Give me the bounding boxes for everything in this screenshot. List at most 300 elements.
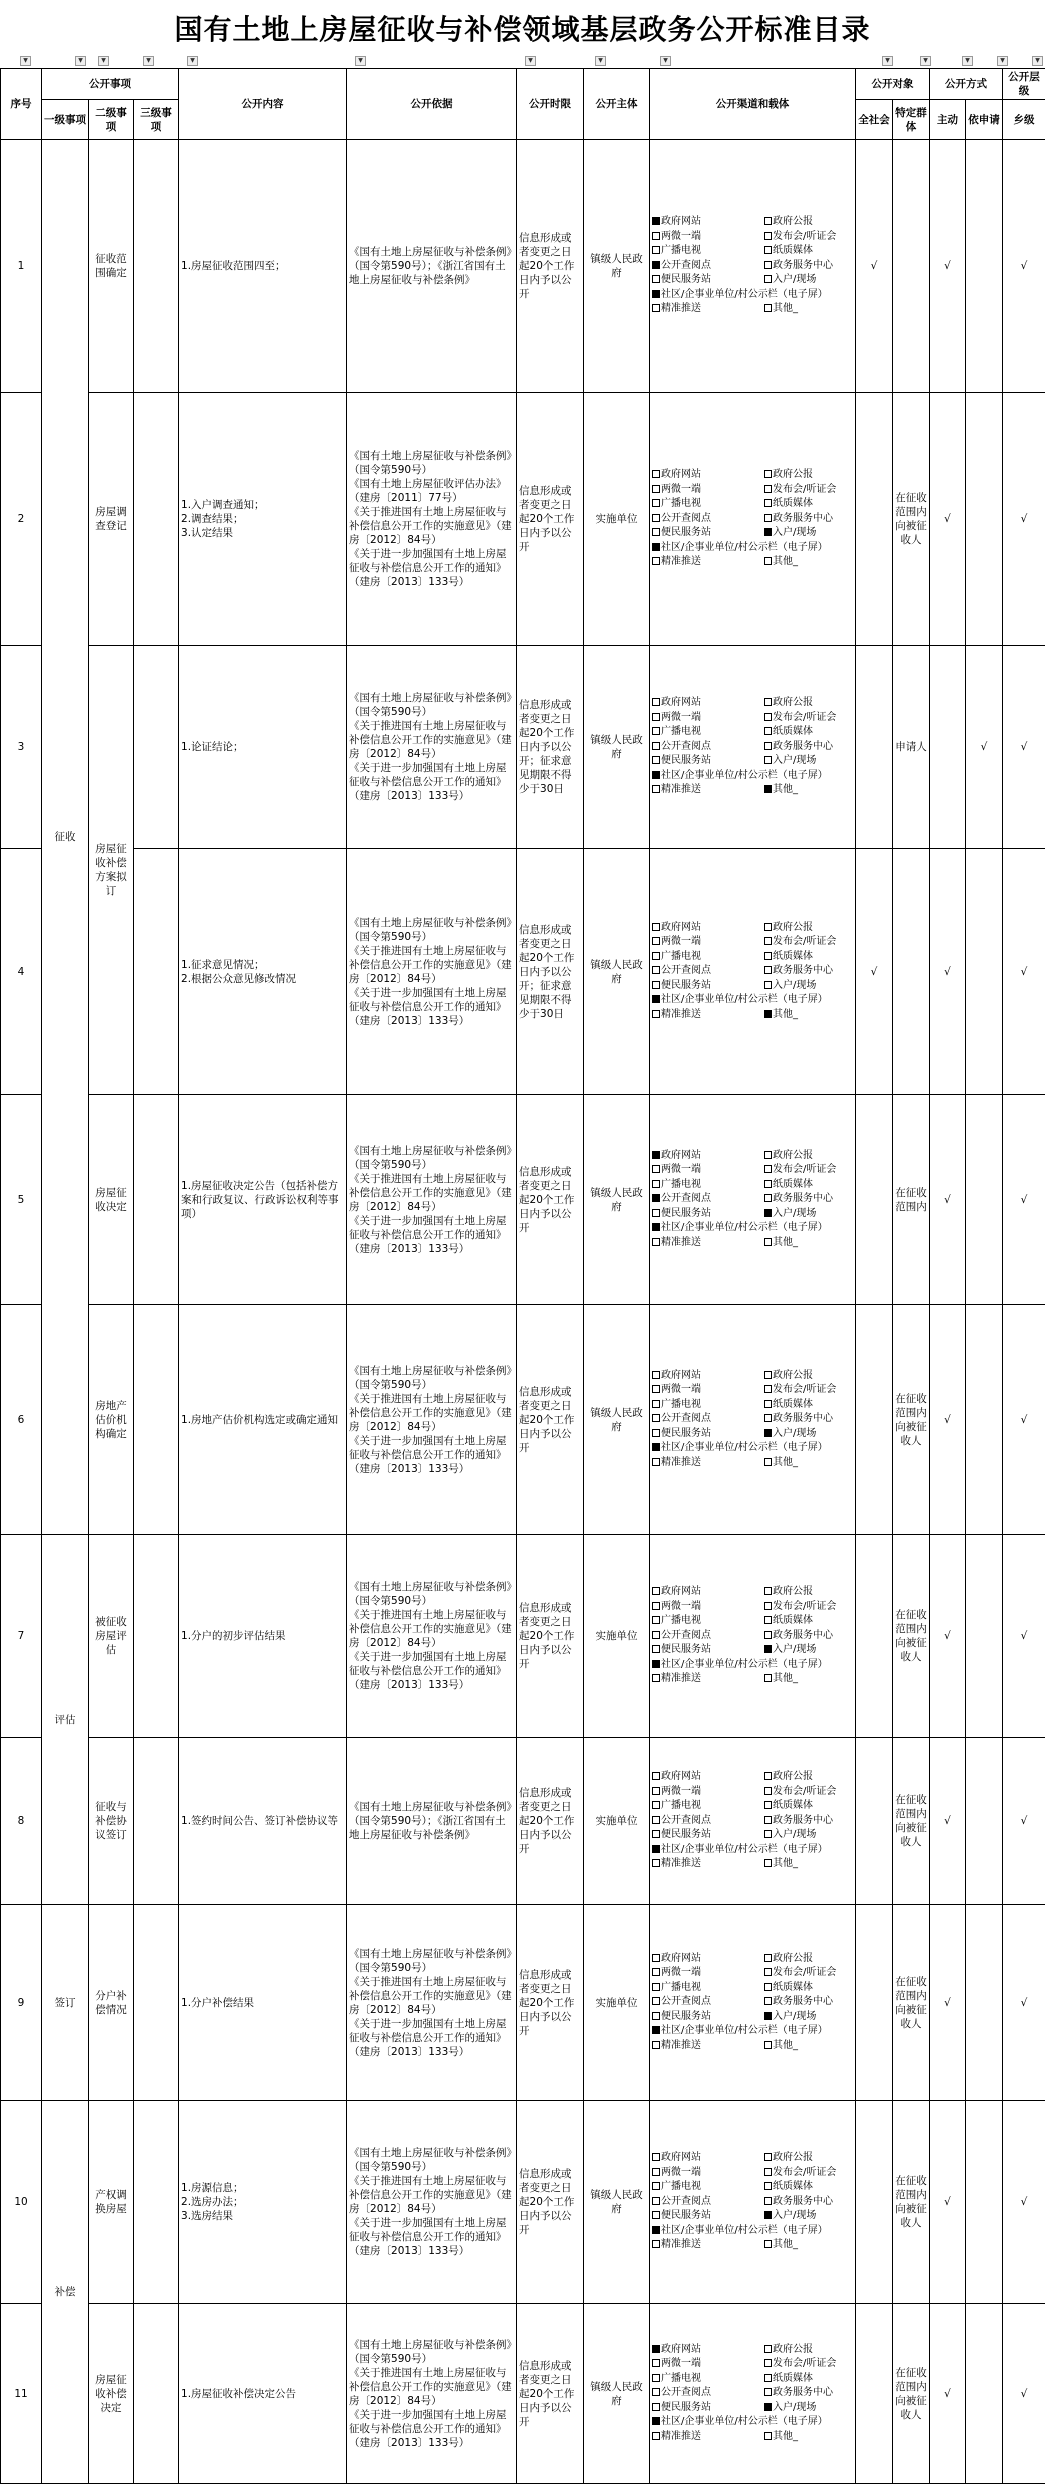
filter-dropdown-icon[interactable]: ▼ (525, 56, 536, 66)
channel-option (652, 1163, 760, 1178)
table-row (1, 1905, 1045, 2101)
channel-label: 两微一端 (661, 712, 701, 723)
unchecked-box-icon (652, 1787, 660, 1795)
channel-option (764, 1770, 853, 1785)
channel-option (652, 964, 760, 979)
table-row (1, 849, 1045, 1095)
channel-label: 广播电视 (661, 2181, 701, 2192)
unchecked-box-icon (652, 1983, 660, 1991)
channel-label: 入户/现场 (773, 1644, 816, 1655)
unchecked-box-icon (764, 937, 772, 945)
header-specific: 特定群体 (893, 100, 930, 140)
mode-on-request (966, 1738, 1003, 1905)
channel-label: 社区/企事业单位/村公示栏（电子屏） (661, 1442, 828, 1453)
channel-option (764, 1814, 853, 1829)
unchecked-box-icon (652, 1801, 660, 1809)
level-town: √ (1003, 1905, 1045, 2101)
unchecked-box-icon (652, 1010, 660, 1018)
channel-label: 政务服务中心 (773, 741, 833, 752)
channel-option (764, 468, 853, 483)
channel-label: 精准推送 (661, 2239, 701, 2250)
channel-option (764, 2195, 853, 2210)
channel-label: 政务服务中心 (773, 1815, 833, 1826)
publish-content: 1.房屋征收决定公告（包括补偿方案和行政复议、行政诉讼权利等事项） (179, 1095, 347, 1305)
channel-option (652, 468, 760, 483)
checked-box-icon (652, 1194, 660, 1202)
channel-option (652, 1585, 760, 1600)
target-whole-society (856, 2101, 893, 2304)
channel-label: 两微一端 (661, 1786, 701, 1797)
channel-label: 政府公报 (773, 1953, 813, 1964)
mode-active: √ (930, 1305, 966, 1535)
channel-label: 便民服务站 (661, 755, 711, 766)
filter-dropdown-icon[interactable]: ▼ (75, 56, 86, 66)
unchecked-box-icon (652, 246, 660, 254)
channel-label: 纸质媒体 (773, 1615, 813, 1626)
channel-option (764, 754, 853, 769)
level-town: √ (1003, 2101, 1045, 2304)
channel-option (764, 483, 853, 498)
target-specific-group (893, 140, 930, 393)
unchecked-box-icon (652, 2168, 660, 2176)
checked-box-icon (764, 2012, 772, 2020)
header-level3: 三级事项 (134, 100, 179, 140)
filter-dropdown-icon[interactable]: ▼ (997, 56, 1008, 66)
unchecked-box-icon (764, 232, 772, 240)
channel-option (652, 541, 853, 556)
channel-label: 两微一端 (661, 1601, 701, 1612)
channel-label: 政府公报 (773, 1370, 813, 1381)
filter-dropdown-icon[interactable]: ▼ (143, 56, 154, 66)
level3-matter (134, 849, 179, 1095)
channel-label: 发布会/听证会 (773, 712, 836, 723)
channel-option (652, 1192, 760, 1207)
publish-basis: 《国有土地上房屋征收与补偿条例》（国令第590号） 《关于推进国有土地上房屋征收与补偿信息公开工作的实施意见》（建房〔2012〕84号） 《关于进一步加强国有土地上房屋征收与补偿信息公开工作的通知》（建房〔2013〕133号） (347, 2101, 517, 2304)
unchecked-box-icon (652, 1371, 660, 1379)
target-specific-group (893, 849, 930, 1095)
unchecked-box-icon (652, 1385, 660, 1393)
unchecked-box-icon (764, 1414, 772, 1422)
publish-time-limit: 信息形成或者变更之日起20个工作日内予以公开；征求意见期限不得少于30日 (517, 849, 584, 1095)
channel-label: 便民服务站 (661, 980, 711, 991)
unchecked-box-icon (652, 2374, 660, 2382)
publish-basis: 《国有土地上房屋征收与补偿条例》（国令第590号）；《浙江省国有土地上房屋征收与补偿条例》 (347, 140, 517, 393)
channel-option (764, 1236, 853, 1251)
channel-label: 纸质媒体 (773, 951, 813, 962)
channel-label: 政府公报 (773, 469, 813, 480)
channel-label: 广播电视 (661, 245, 701, 256)
channel-label: 两微一端 (661, 1384, 701, 1395)
channel-label: 便民服务站 (661, 2402, 711, 2413)
channel-label: 政府网站 (661, 1953, 701, 1964)
channel-option (652, 1398, 760, 1413)
unchecked-box-icon (764, 1983, 772, 1991)
channel-option (764, 526, 853, 541)
channel-option (652, 259, 760, 274)
channel-option (764, 1192, 853, 1207)
unchecked-box-icon (764, 1602, 772, 1610)
unchecked-box-icon (652, 499, 660, 507)
channel-label: 公开查阅点 (661, 1193, 711, 1204)
level2-matter: 房屋征收补偿决定 (89, 2304, 134, 2484)
channel-label: 公开查阅点 (661, 2196, 711, 2207)
unchecked-box-icon (652, 485, 660, 493)
target-specific-group: 在征收范围内向被征收人 (893, 1535, 930, 1738)
channel-label: 社区/企事业单位/村公示栏（电子屏） (661, 289, 828, 300)
unchecked-box-icon (764, 1587, 772, 1595)
blank-underline: _ (793, 303, 798, 314)
channel-option (652, 1629, 760, 1644)
target-specific-group: 在征收范围内向被征收人 (893, 393, 930, 646)
blank-underline: _ (793, 1009, 798, 1020)
channel-option (764, 921, 853, 936)
channel-label: 其他 (773, 784, 793, 795)
filter-dropdown-icon[interactable]: ▼ (595, 56, 606, 66)
unchecked-box-icon (764, 756, 772, 764)
level1-matter: 补偿 (42, 2101, 89, 2484)
channel-option (764, 1828, 853, 1843)
level3-matter (134, 646, 179, 849)
target-whole-society (856, 1905, 893, 2101)
target-whole-society (856, 2304, 893, 2484)
level3-matter (134, 2304, 179, 2484)
channel-label: 广播电视 (661, 951, 701, 962)
filter-dropdown-icon[interactable]: ▼ (355, 56, 366, 66)
channel-label: 其他 (773, 1237, 793, 1248)
channel-option (652, 1441, 853, 1456)
blank-underline: _ (793, 1457, 798, 1468)
publish-channels (650, 1095, 856, 1305)
channel-grid (652, 696, 853, 798)
channel-label: 政府公报 (773, 1150, 813, 1161)
channel-grid (652, 1149, 853, 1251)
unchecked-box-icon (764, 1674, 772, 1682)
channel-option (764, 2039, 853, 2054)
unchecked-box-icon (764, 1997, 772, 2005)
channel-option (764, 259, 853, 274)
publish-content: 1.征求意见情况； 2.根据公众意见修改情况 (179, 849, 347, 1095)
channel-option (652, 769, 853, 784)
channel-label: 精准推送 (661, 1237, 701, 1248)
publish-content: 1.房屋征收补偿决定公告 (179, 2304, 347, 2484)
checked-box-icon (652, 1443, 660, 1451)
channel-option (764, 964, 853, 979)
filter-dropdown-icon[interactable]: ▼ (660, 56, 671, 66)
channel-label: 广播电视 (661, 1800, 701, 1811)
channel-label: 发布会/听证会 (773, 1384, 836, 1395)
unchecked-box-icon (764, 923, 772, 931)
target-whole-society: √ (856, 849, 893, 1095)
blank-underline: _ (793, 1673, 798, 1684)
channel-option (764, 230, 853, 245)
level3-matter (134, 1095, 179, 1305)
unchecked-box-icon (764, 557, 772, 565)
publish-subject: 镇级人民政府 (584, 1095, 650, 1305)
channel-option (652, 483, 760, 498)
unchecked-box-icon (652, 1209, 660, 1217)
channel-label: 入户/现场 (773, 755, 816, 766)
channel-label: 广播电视 (661, 2373, 701, 2384)
unchecked-box-icon (764, 1859, 772, 1867)
channel-option (764, 2238, 853, 2253)
channel-label: 政府公报 (773, 2344, 813, 2355)
channel-option (652, 950, 760, 965)
channel-option (652, 1369, 760, 1384)
channel-label: 发布会/听证会 (773, 936, 836, 947)
channel-option (764, 2372, 853, 2387)
channel-option (764, 783, 853, 798)
channel-label: 便民服务站 (661, 2210, 711, 2221)
blank-underline: _ (793, 556, 798, 567)
mode-on-request (966, 849, 1003, 1095)
channel-option (764, 1614, 853, 1629)
channel-label: 发布会/听证会 (773, 231, 836, 242)
unchecked-box-icon (652, 2153, 660, 2161)
header-level2: 二级事项 (89, 100, 134, 140)
level3-matter (134, 1305, 179, 1535)
filter-dropdown-icon[interactable]: ▼ (98, 56, 109, 66)
channel-option (652, 2024, 853, 2039)
blank-underline: _ (793, 1858, 798, 1869)
unchecked-box-icon (652, 2432, 660, 2440)
channel-option (652, 1770, 760, 1785)
channel-option (652, 1828, 760, 1843)
filter-dropdown-icon[interactable]: ▼ (882, 56, 893, 66)
channel-option (764, 2343, 853, 2358)
level3-matter (134, 1905, 179, 2101)
header-content: 公开内容 (179, 69, 347, 140)
publish-time-limit: 信息形成或者变更之日起20个工作日内予以公开 (517, 140, 584, 393)
channel-label: 社区/企事业单位/村公示栏（电子屏） (661, 2225, 828, 2236)
filter-dropdown-icon[interactable]: ▼ (1032, 56, 1043, 66)
target-whole-society: √ (856, 140, 893, 393)
channel-label: 便民服务站 (661, 1428, 711, 1439)
channel-option (652, 1427, 760, 1442)
publish-subject: 镇级人民政府 (584, 140, 650, 393)
unchecked-box-icon (652, 727, 660, 735)
publish-subject: 镇级人民政府 (584, 2101, 650, 2304)
channel-label: 其他 (773, 2239, 793, 2250)
level-town: √ (1003, 1305, 1045, 1535)
checked-box-icon (652, 2026, 660, 2034)
channel-option (652, 288, 853, 303)
mode-active: √ (930, 393, 966, 646)
channel-option (764, 215, 853, 230)
table-row (1, 393, 1045, 646)
channel-label: 公开查阅点 (661, 513, 711, 524)
channel-option (652, 2039, 760, 2054)
channel-option (764, 2386, 853, 2401)
channel-option (652, 512, 760, 527)
row-number: 11 (1, 2304, 42, 2484)
channel-grid (652, 1952, 853, 2054)
checked-box-icon (652, 2417, 660, 2425)
channel-label: 入户/现场 (773, 527, 816, 538)
channel-label: 政府网站 (661, 1150, 701, 1161)
channel-option (652, 2238, 760, 2253)
channel-option (652, 2180, 760, 2195)
filter-dropdown-icon[interactable]: ▼ (20, 56, 31, 66)
channel-option (764, 1600, 853, 1615)
channel-option (764, 1995, 853, 2010)
unchecked-box-icon (764, 1772, 772, 1780)
unchecked-box-icon (764, 1165, 772, 1173)
publish-subject: 镇级人民政府 (584, 2304, 650, 2484)
publish-time-limit: 信息形成或者变更之日起20个工作日内予以公开 (517, 1305, 584, 1535)
publish-basis: 《国有土地上房屋征收与补偿条例》（国令第590号） 《关于推进国有土地上房屋征收与补偿信息公开工作的实施意见》（建房〔2012〕84号） 《关于进一步加强国有土地上房屋征收与补偿信息公开工作的通知》（建房〔2013〕133号） (347, 1905, 517, 2101)
channel-label: 社区/企事业单位/村公示栏（电子屏） (661, 770, 828, 781)
channel-label: 发布会/听证会 (773, 1601, 836, 1612)
channel-label: 政务服务中心 (773, 260, 833, 271)
channel-label: 便民服务站 (661, 2011, 711, 2022)
channel-label: 公开查阅点 (661, 1630, 711, 1641)
unchecked-box-icon (764, 2432, 772, 2440)
channel-label: 便民服务站 (661, 1644, 711, 1655)
unchecked-box-icon (764, 713, 772, 721)
unchecked-box-icon (652, 1645, 660, 1653)
unchecked-box-icon (652, 2240, 660, 2248)
channel-option (764, 1981, 853, 1996)
channel-label: 公开查阅点 (661, 1413, 711, 1424)
channel-option (764, 1383, 853, 1398)
publish-subject: 实施单位 (584, 1738, 650, 1905)
publish-subject: 实施单位 (584, 1535, 650, 1738)
unchecked-box-icon (652, 952, 660, 960)
channel-label: 其他 (773, 2431, 793, 2442)
target-specific-group: 在征收范围内向被征收人 (893, 1738, 930, 1905)
channel-label: 公开查阅点 (661, 1996, 711, 2007)
publish-basis: 《国有土地上房屋征收与补偿条例》（国令第590号）；《浙江省国有土地上房屋征收与补偿条例》 (347, 1738, 517, 1905)
channel-option (764, 1966, 853, 1981)
unchecked-box-icon (652, 2211, 660, 2219)
unchecked-box-icon (652, 923, 660, 931)
channel-option (764, 1412, 853, 1427)
channel-option (652, 555, 760, 570)
row-number: 1 (1, 140, 42, 393)
channel-option (652, 754, 760, 769)
publish-basis: 《国有土地上房屋征收与补偿条例》（国令第590号） 《关于推进国有土地上房屋征收与补偿信息公开工作的实施意见》（建房〔2012〕84号） 《关于进一步加强国有土地上房屋征收与补偿信息公开工作的通知》（建房〔2013〕133号） (347, 1095, 517, 1305)
publish-channels (650, 1305, 856, 1535)
channel-option (652, 1207, 760, 1222)
channel-option (652, 979, 760, 994)
channel-option (652, 740, 760, 755)
channel-label: 两微一端 (661, 1967, 701, 1978)
unchecked-box-icon (652, 2359, 660, 2367)
publish-content: 1.分户补偿结果 (179, 1905, 347, 2101)
channel-label: 社区/企事业单位/村公示栏（电子屏） (661, 994, 828, 1005)
publish-content: 1.签约时间公告、签订补偿协议等 (179, 1738, 347, 1905)
publish-subject: 实施单位 (584, 1905, 650, 2101)
channel-option (652, 696, 760, 711)
channel-option (652, 2415, 853, 2430)
level3-matter (134, 1738, 179, 1905)
unchecked-box-icon (652, 1429, 660, 1437)
channel-label: 精准推送 (661, 2431, 701, 2442)
unchecked-box-icon (652, 304, 660, 312)
channel-grid (652, 2151, 853, 2253)
level1-matter: 评估 (42, 1535, 89, 1905)
channel-option (764, 1163, 853, 1178)
unchecked-box-icon (764, 1954, 772, 1962)
row-number: 6 (1, 1305, 42, 1535)
channel-label: 发布会/听证会 (773, 2358, 836, 2369)
channel-label: 政府公报 (773, 2152, 813, 2163)
checked-box-icon (764, 1429, 772, 1437)
unchecked-box-icon (652, 981, 660, 989)
channel-option (764, 1398, 853, 1413)
level2-matter: 房屋调查登记 (89, 393, 134, 646)
target-specific-group: 在征收范围内向被征收人 (893, 1305, 930, 1535)
row-number: 9 (1, 1905, 42, 2101)
channel-option (764, 2180, 853, 2195)
channel-label: 发布会/听证会 (773, 1786, 836, 1797)
channel-option (764, 244, 853, 259)
filter-dropdown-icon[interactable]: ▼ (962, 56, 973, 66)
unchecked-box-icon (764, 2182, 772, 2190)
channel-option (764, 1369, 853, 1384)
publish-content: 1.房地产估价机构选定或确定通知 (179, 1305, 347, 1535)
channel-label: 入户/现场 (773, 980, 816, 991)
channel-label: 公开查阅点 (661, 260, 711, 271)
channel-label: 发布会/听证会 (773, 1164, 836, 1175)
channel-option (652, 1799, 760, 1814)
channel-option (652, 725, 760, 740)
channel-option (652, 2209, 760, 2224)
unchecked-box-icon (652, 1772, 660, 1780)
row-number: 2 (1, 393, 42, 646)
filter-dropdown-icon[interactable]: ▼ (920, 56, 931, 66)
channel-option (652, 1008, 760, 1023)
unchecked-box-icon (764, 2041, 772, 2049)
header-subject: 公开主体 (584, 69, 650, 140)
publish-time-limit: 信息形成或者变更之日起20个工作日内予以公开 (517, 1535, 584, 1738)
table-row (1, 1738, 1045, 1905)
target-specific-group: 在征收范围内向被征收人 (893, 1905, 930, 2101)
channel-label: 精准推送 (661, 1457, 701, 1468)
channel-option (764, 979, 853, 994)
publish-content: 1.分户的初步评估结果 (179, 1535, 347, 1738)
channel-grid (652, 1770, 853, 1872)
unchecked-box-icon (764, 2374, 772, 2382)
unchecked-box-icon (764, 261, 772, 269)
channel-label: 社区/企事业单位/村公示栏（电子屏） (661, 1222, 828, 1233)
checked-box-icon (652, 1151, 660, 1159)
unchecked-box-icon (764, 1816, 772, 1824)
level3-matter (134, 140, 179, 393)
channel-label: 政府公报 (773, 1771, 813, 1782)
filter-dropdown-icon[interactable]: ▼ (187, 56, 198, 66)
channel-option (764, 2430, 853, 2445)
unchecked-box-icon (764, 275, 772, 283)
publish-subject: 镇级人民政府 (584, 849, 650, 1095)
channel-option (652, 1149, 760, 1164)
row-number: 10 (1, 2101, 42, 2304)
channel-option (652, 1952, 760, 1967)
channel-label: 政府网站 (661, 697, 701, 708)
channel-option (652, 1614, 760, 1629)
unchecked-box-icon (652, 1458, 660, 1466)
row-number: 8 (1, 1738, 42, 1905)
mode-on-request (966, 2101, 1003, 2304)
unchecked-box-icon (764, 727, 772, 735)
unchecked-box-icon (652, 2041, 660, 2049)
channel-label: 公开查阅点 (661, 1815, 711, 1826)
publish-channels (650, 1738, 856, 1905)
mode-on-request (966, 1305, 1003, 1535)
checked-box-icon (652, 2226, 660, 2234)
channel-option (764, 302, 853, 317)
channel-option (764, 1008, 853, 1023)
